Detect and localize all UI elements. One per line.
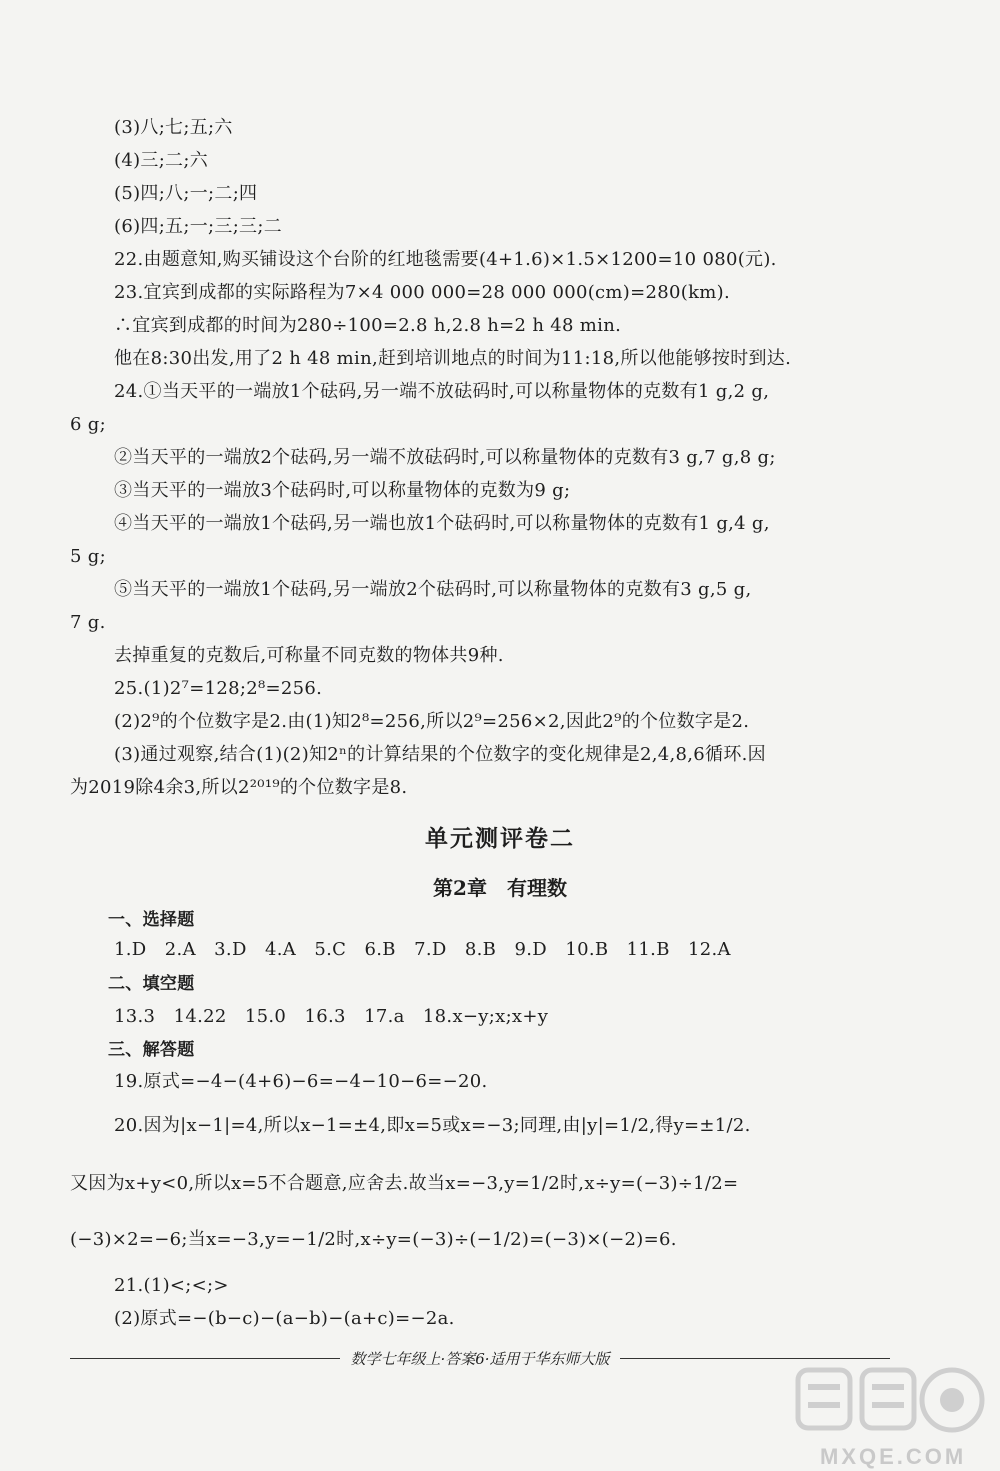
answer-line: (−3)×2=−6;当x=−3,y=−1/2时,x÷y=(−3)÷(−1/2)=(−3)×(−2)=6. — [70, 1229, 677, 1250]
answer-line: ④当天平的一端放1个砝码,另一端也放1个砝码时,可以称量物体的克数有1 g,4 g, — [114, 513, 770, 534]
choice-answers: 1.D 2.A 3.D 4.A 5.C 6.B 7.D 8.B 9.D 10.B 11.B 12.A — [114, 939, 731, 960]
answer-line: (2)原式=−(b−c)−(a−b)−(a+c)=−2a. — [114, 1308, 455, 1329]
answer-line: ③当天平的一端放3个砝码时,可以称量物体的克数为9 g; — [114, 480, 571, 501]
page-footer — [70, 1346, 890, 1370]
section-heading-solve: 三、解答题 — [108, 1040, 195, 1060]
footer-text: 数学七年级上·答案6·适用于华东师大版 — [350, 1349, 610, 1368]
answer-line: 20.因为|x−1|=4,所以x−1=±4,即x=5或x=−3;同理,由|y|=1/2,得y=±1/2. — [114, 1115, 751, 1136]
section-heading-fill: 二、填空题 — [108, 974, 195, 994]
fill-answers: 13.3 14.22 15.0 16.3 17.a 18.x−y;x;x+y — [114, 1006, 549, 1027]
answer-line: (3)八;七;五;六 — [114, 117, 233, 138]
answer-line: ⑤当天平的一端放1个砝码,另一端放2个砝码时,可以称量物体的克数有3 g,5 g, — [114, 579, 752, 600]
answer-line: (4)三;二;六 — [114, 150, 209, 171]
answer-line: 为2019除4余3,所以2²⁰¹⁹的个位数字是8. — [70, 777, 408, 798]
answer-line: 24.①当天平的一端放1个砝码,另一端不放砝码时,可以称量物体的克数有1 g,2 g, — [114, 381, 770, 402]
answer-line: 21.(1)<;<;> — [114, 1275, 229, 1296]
answer-line: 去掉重复的克数后,可称量不同克数的物体共9种. — [114, 645, 504, 666]
footer-rule-right — [620, 1358, 890, 1359]
answer-line: (2)2⁹的个位数字是2.由(1)知2⁸=256,所以2⁹=256×2,因此2⁹的个位数字是2. — [114, 711, 750, 732]
answer-line: 他在8:30出发,用了2 h 48 min,赶到培训地点的时间为11:18,所以他能够按时到达. — [114, 348, 792, 369]
answer-line: 25.(1)2⁷=128;2⁸=256. — [114, 678, 323, 699]
answer-line: ∴宜宾到成都的时间为280÷100=2.8 h,2.8 h=2 h 48 min. — [114, 315, 622, 336]
answer-line: 19.原式=−4−(4+6)−6=−4−10−6=−20. — [114, 1071, 488, 1092]
answer-line: 23.宜宾到成都的实际路程为7×4 000 000=28 000 000(cm)=280(km). — [114, 282, 730, 303]
footer-rule-left — [70, 1358, 340, 1359]
answer-line: 又因为x+y<0,所以x=5不合题意,应舍去.故当x=−3,y=1/2时,x÷y=(−3)÷1/2= — [70, 1173, 739, 1194]
chapter-title: 第2章 有理数 — [433, 876, 567, 900]
answer-line: (5)四;八;一;二;四 — [114, 183, 258, 204]
unit-test-title: 单元测评卷二 — [425, 825, 575, 852]
answer-line: (6)四;五;一;三;三;二 — [114, 216, 283, 237]
answer-line: (3)通过观察,结合(1)(2)知2ⁿ的计算结果的个位数字的变化规律是2,4,8,6循环.因 — [114, 744, 766, 765]
answer-line: 6 g; — [70, 414, 106, 435]
answer-line: 5 g; — [70, 546, 106, 567]
answer-line: 7 g. — [70, 612, 106, 633]
answer-line: 22.由题意知,购买铺设这个台阶的红地毯需要(4+1.6)×1.5×1200=10 080(元). — [114, 249, 777, 270]
watermark-domain: MXQE.COM — [820, 1444, 967, 1469]
answer-line: ②当天平的一端放2个砝码,另一端不放砝码时,可以称量物体的克数有3 g,7 g,8 g; — [114, 447, 776, 468]
section-heading-choice: 一、选择题 — [108, 910, 195, 930]
